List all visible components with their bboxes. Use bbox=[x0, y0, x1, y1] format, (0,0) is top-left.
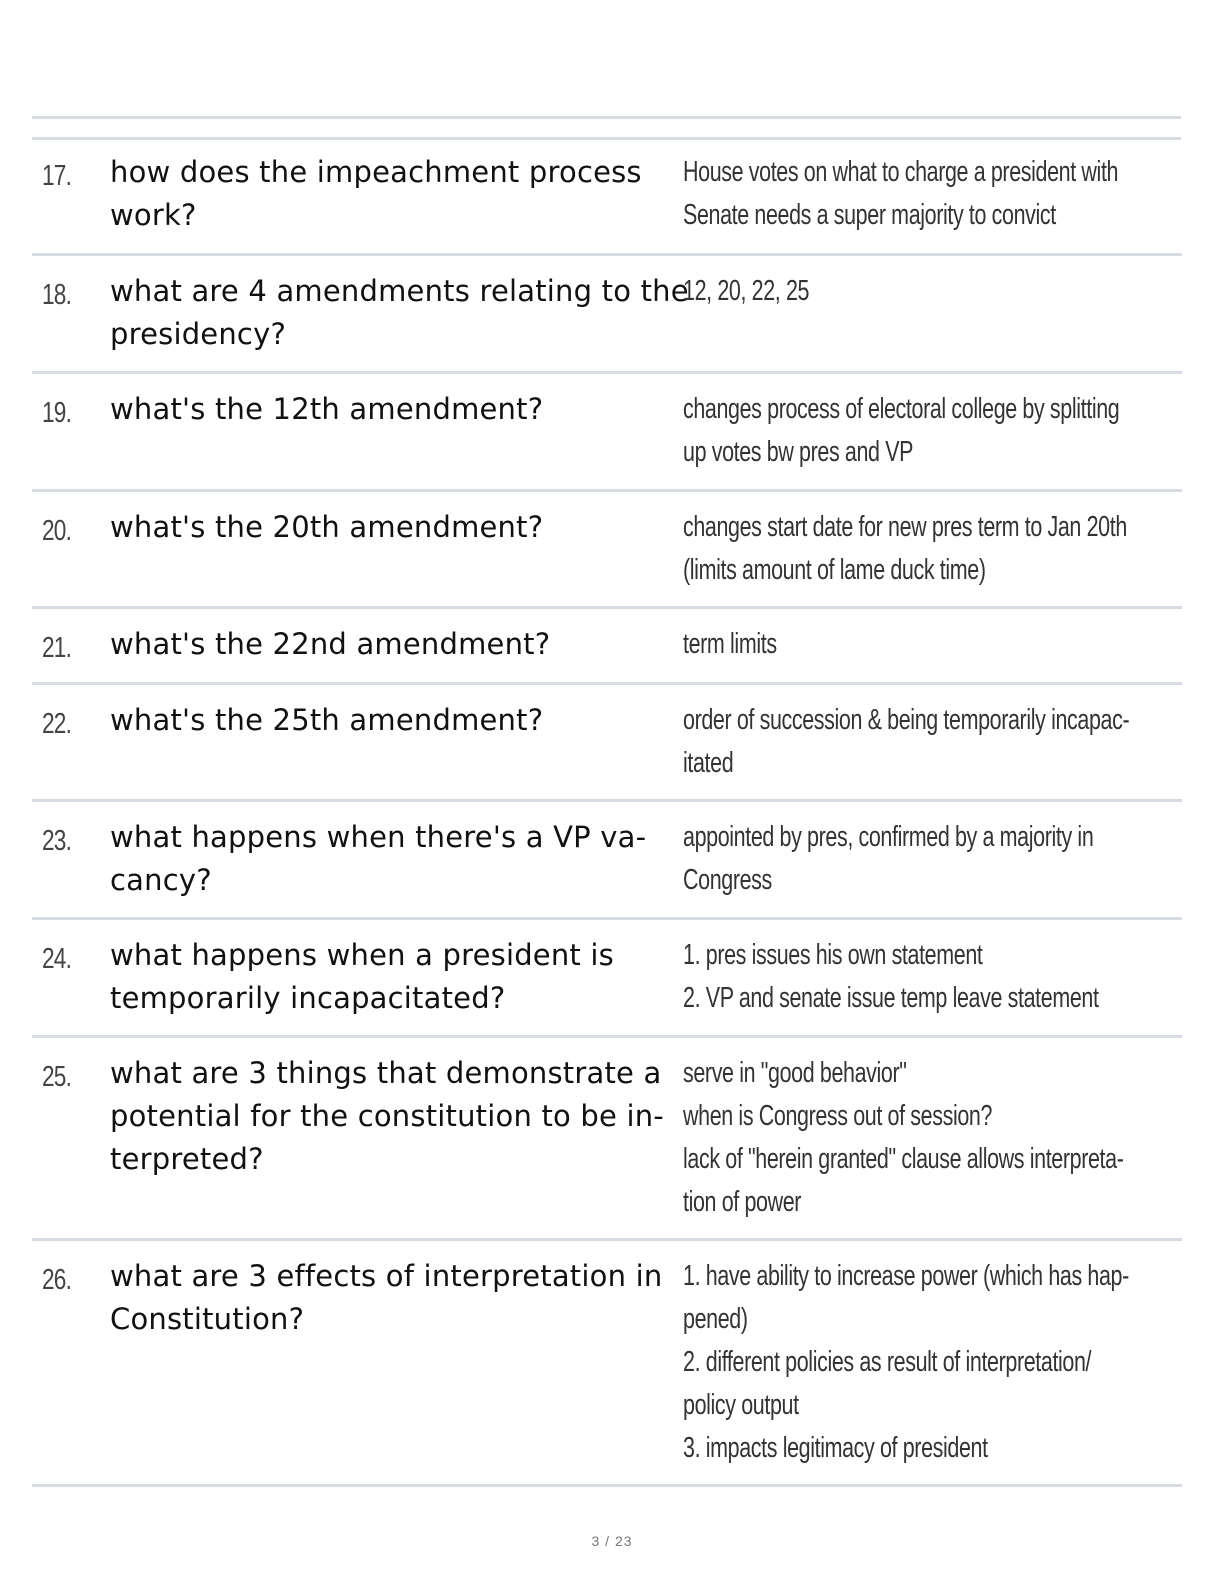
flashcard-row bbox=[32, 920, 1182, 1038]
flashcard-row bbox=[32, 1038, 1182, 1241]
flashcard-list bbox=[32, 137, 1182, 1487]
definition-line: 2. VP and senate issue temp leave statement bbox=[683, 982, 1099, 1014]
definition-line: Senate needs a super majority to convict bbox=[683, 199, 1056, 231]
definition-line: appointed by pres, confirmed by a majority in bbox=[683, 821, 1094, 853]
card-number: 21. bbox=[42, 632, 72, 664]
flashcard-row bbox=[32, 137, 1182, 256]
definition-line: tion of power bbox=[683, 1186, 802, 1218]
card-number: 17. bbox=[42, 160, 72, 192]
card-term: what happens when there's a VP vacancy? bbox=[110, 820, 647, 897]
card-term: what's the 25th amendment? bbox=[110, 703, 544, 737]
flashcard-row bbox=[32, 374, 1182, 492]
card-term: what are 3 effects of interpretation in Constitution? bbox=[110, 1259, 663, 1336]
definition-line: changes process of electoral college by splitting bbox=[683, 393, 1120, 425]
top-divider bbox=[32, 116, 1181, 119]
card-term: what happens when a president is temporarily incapacitated? bbox=[110, 938, 614, 1015]
definition-line: 1. pres issues his own statement bbox=[683, 939, 983, 971]
definition-line: 2. different policies as result of interpretation/ bbox=[683, 1346, 1092, 1378]
definition-line: 1. have ability to increase power (which has hap- bbox=[683, 1260, 1129, 1292]
card-definition bbox=[683, 270, 1183, 313]
card-definition bbox=[683, 388, 1183, 474]
definition-line: changes start date for new pres term to Jan 20th bbox=[683, 511, 1127, 543]
card-definition bbox=[683, 699, 1183, 785]
card-definition bbox=[683, 506, 1183, 592]
flashcard-row bbox=[32, 802, 1182, 920]
definition-line: House votes on what to charge a president with bbox=[683, 156, 1119, 188]
definition-line: serve in "good behavior" bbox=[683, 1057, 907, 1089]
card-definition bbox=[683, 151, 1183, 237]
definition-line: term limits bbox=[683, 628, 777, 660]
card-term: what are 3 things that demonstrate a potential for the constitution to be interpreted? bbox=[110, 1056, 664, 1176]
flashcard-row bbox=[32, 1241, 1182, 1487]
card-term: what's the 22nd amendment? bbox=[110, 627, 551, 661]
card-definition bbox=[683, 623, 1183, 666]
page-indicator: 3 / 23 bbox=[591, 1533, 633, 1549]
definition-line: (limits amount of lame duck time) bbox=[683, 554, 986, 586]
flashcard-row bbox=[32, 609, 1182, 685]
card-number: 25. bbox=[42, 1061, 72, 1093]
definition-line: pened) bbox=[683, 1303, 748, 1335]
card-number: 22. bbox=[42, 708, 72, 740]
definition-line: policy output bbox=[683, 1389, 799, 1421]
card-definition bbox=[683, 816, 1183, 902]
definition-line: up votes bw pres and VP bbox=[683, 436, 914, 468]
flashcard-row bbox=[32, 256, 1182, 374]
definition-line: Congress bbox=[683, 864, 772, 896]
card-term: what are 4 amendments relating to the presidency? bbox=[110, 274, 689, 351]
definition-line: 3. impacts legitimacy of president bbox=[683, 1432, 988, 1464]
card-number: 23. bbox=[42, 825, 72, 857]
definition-line: itated bbox=[683, 747, 734, 779]
card-number: 26. bbox=[42, 1264, 72, 1296]
definition-line: lack of "herein granted" clause allows interpreta- bbox=[683, 1143, 1124, 1175]
card-term: how does the impeachment process work? bbox=[110, 155, 642, 232]
card-number: 18. bbox=[42, 279, 72, 311]
card-definition bbox=[683, 1052, 1183, 1224]
definition-line: order of succession & being temporarily incapac- bbox=[683, 704, 1130, 736]
card-term: what's the 12th amendment? bbox=[110, 392, 544, 426]
card-number: 19. bbox=[42, 397, 72, 429]
card-number: 24. bbox=[42, 943, 72, 975]
card-definition bbox=[683, 934, 1183, 1020]
card-definition bbox=[683, 1255, 1183, 1470]
card-number: 20. bbox=[42, 515, 72, 547]
card-term: what's the 20th amendment? bbox=[110, 510, 544, 544]
definition-line: when is Congress out of session? bbox=[683, 1100, 993, 1132]
flashcard-row bbox=[32, 685, 1182, 802]
definition-line: 12, 20, 22, 25 bbox=[683, 275, 810, 307]
flashcard-row bbox=[32, 492, 1182, 609]
